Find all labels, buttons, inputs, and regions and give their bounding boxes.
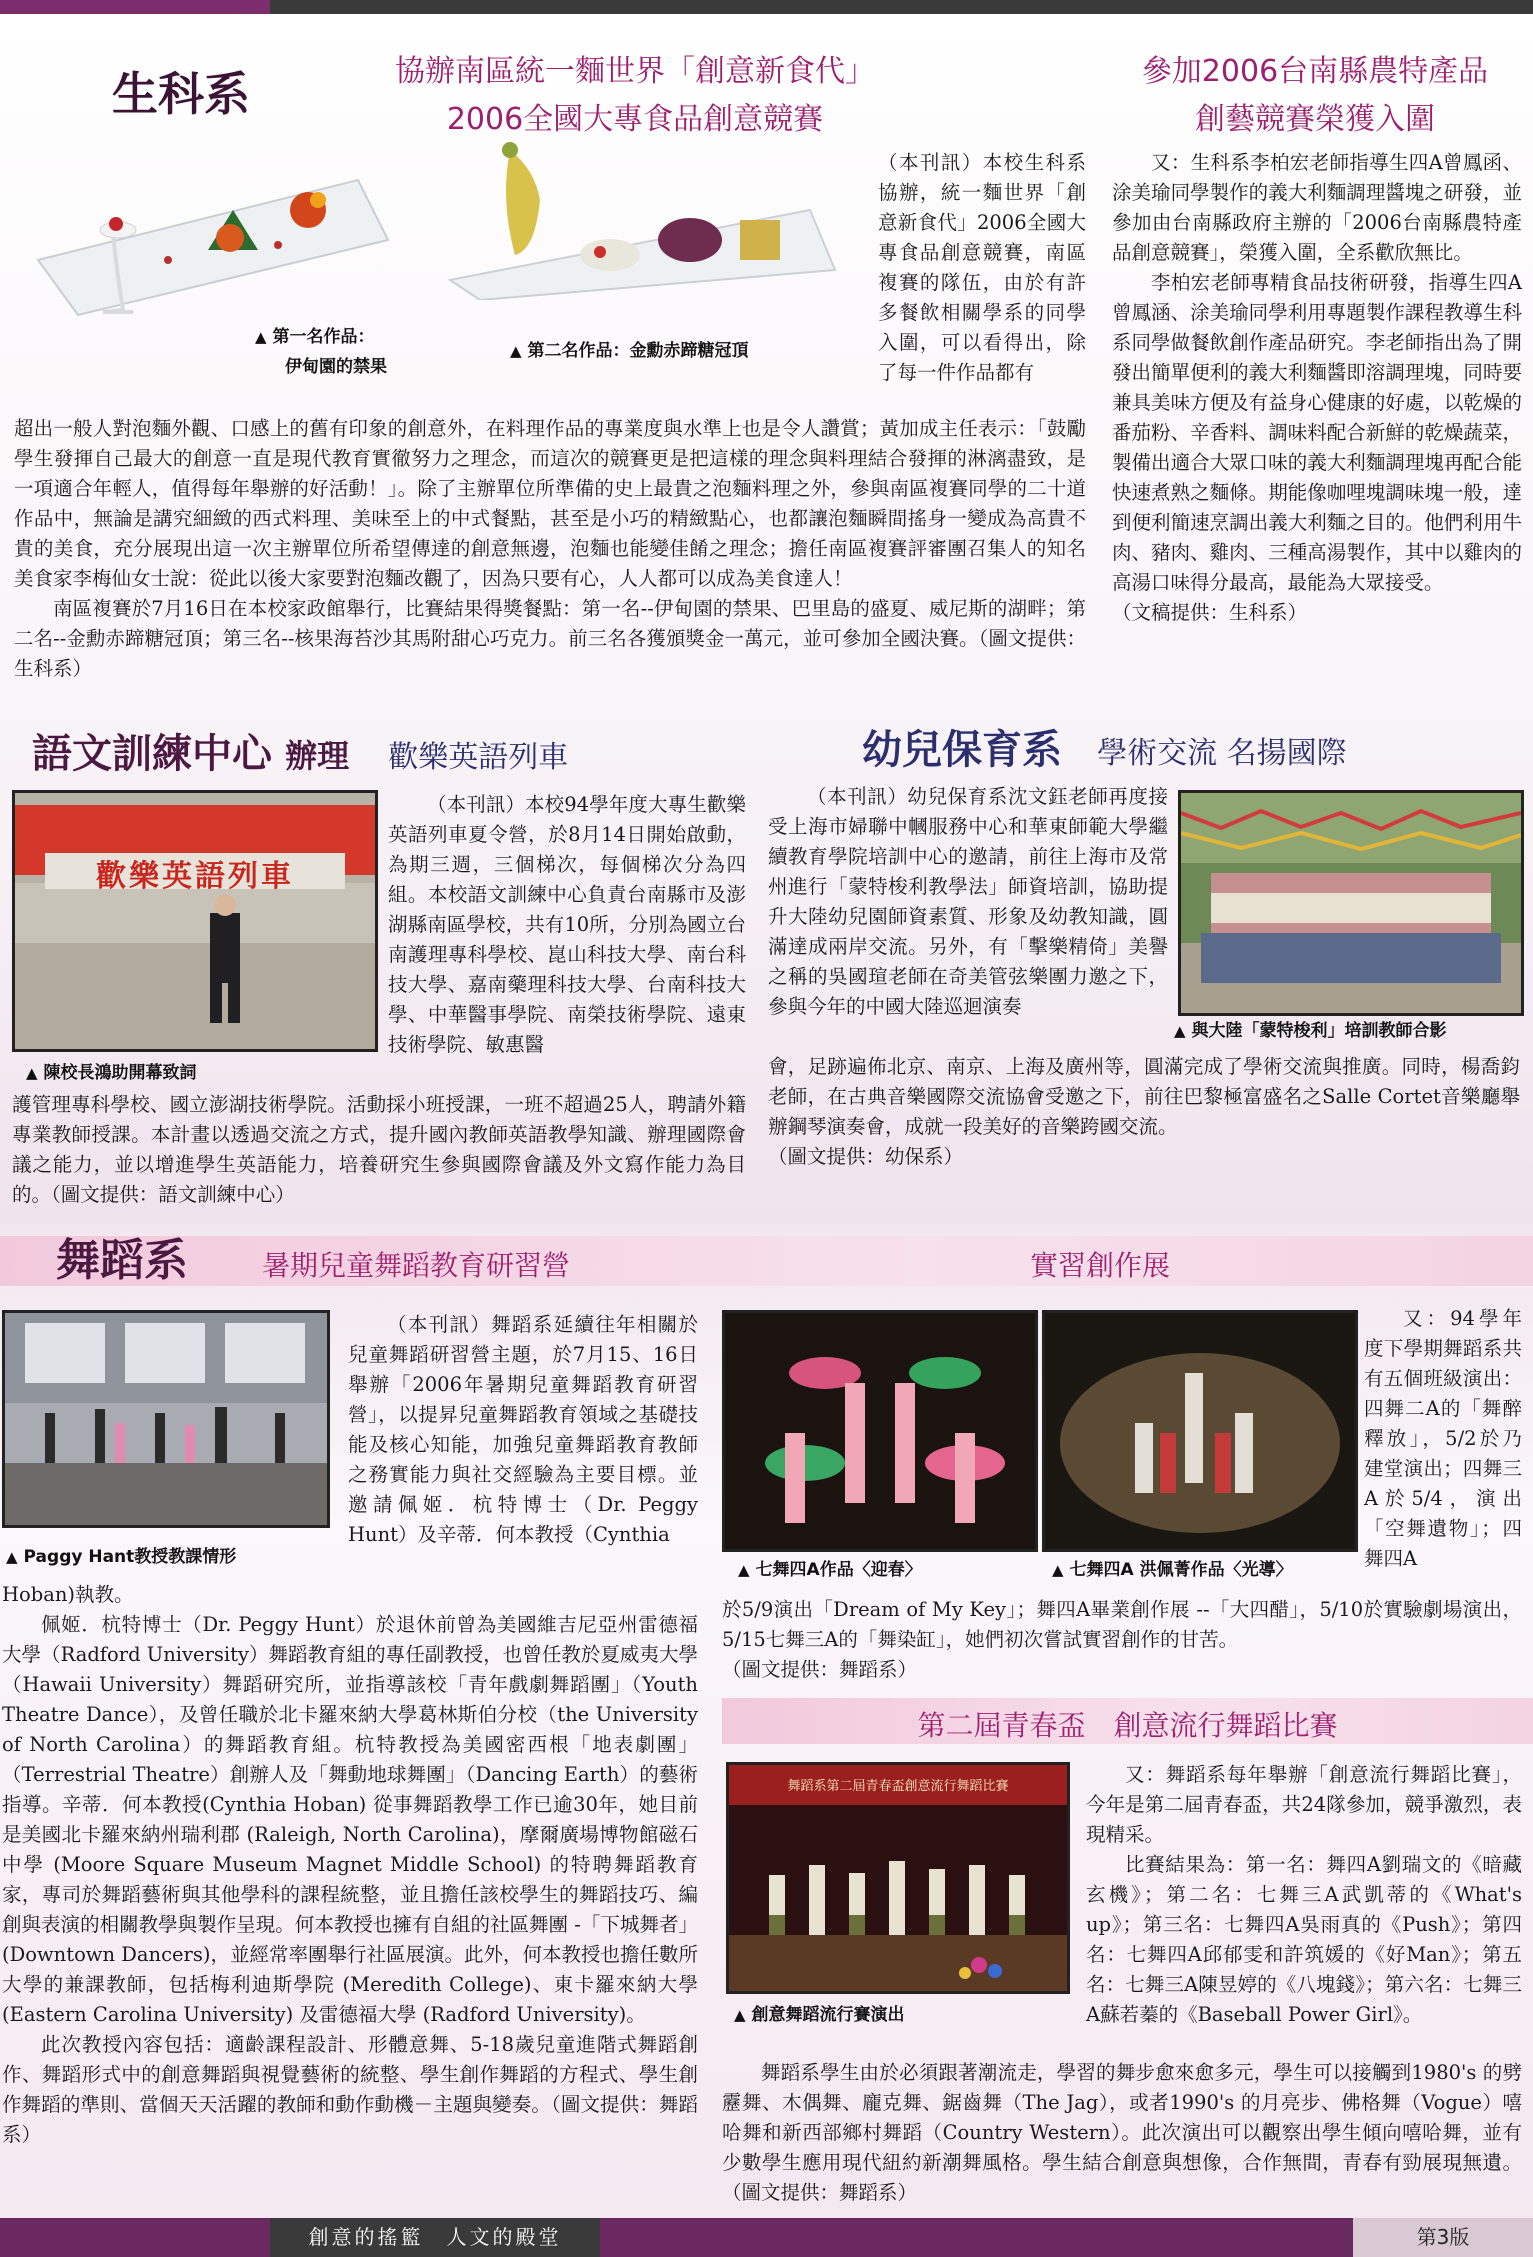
dessert-caption-1	[255, 322, 375, 347]
practicum-column-text	[1364, 1304, 1522, 1574]
dance-article	[2, 1580, 698, 2150]
child-dept-title: 幼兒保育系	[862, 727, 1062, 773]
cup-photo-caption	[734, 2000, 905, 2025]
cup-column-text	[1086, 1760, 1522, 2030]
dance-dept-title: 舞蹈系	[56, 1235, 188, 1286]
dessert-photo-2	[440, 140, 840, 300]
child-photo-caption	[1174, 1016, 1447, 1041]
dance-light-photo	[1042, 1310, 1358, 1552]
lang-heading	[32, 722, 568, 779]
biology-column-paragraph: （本刊訊）本校生科系協辦，統一麵世界「創意新食代」2006全國大專食品創意競賽，南區複賽的隊伍，由於有許多餐飲相關學系的同學入圍，可以看得出，除了每一件作品都有	[878, 151, 1086, 384]
caption-text: 七舞四A作品〈迎春〉	[755, 1560, 922, 1580]
lang-subtitle: 歡樂英語列車	[388, 740, 569, 775]
dance-light-caption	[1052, 1555, 1293, 1580]
biology-column-text	[878, 148, 1086, 388]
dessert-photo-1	[18, 140, 398, 320]
cup-title: 第二屆青春盃 創意流行舞蹈比賽	[917, 1709, 1338, 1742]
dance-fan-photo	[722, 1310, 1038, 1552]
practicum-paragraph: 於5/9演出「Dream of My Key」；舞四A畢業創作展 --「大四醋」，5/10於實驗劇場演出，5/15七舞三A的「舞染缸」，她們初次嘗試實習創作的甘苦。	[722, 1598, 1522, 1651]
caption-text: 陳校長鴻助開幕致詞	[43, 1063, 197, 1083]
dance-class-caption	[6, 1542, 236, 1567]
lang-paragraph: 護管理專科學校、國立澎湖技術學院。活動採小班授課，一班不超過25人，聘請外籍專業教師授課。本計畫以透過交流之方式，提升國內教師英語教學知識、辦理國際會議之能力，並以增進學生英語能力，培養研究生參與國際會議及外文寫作能力為目的。（圖文提供：語文訓練中心）	[12, 1093, 746, 1206]
agri-headline-1: 參加2006台南縣農特產品	[1141, 54, 1489, 89]
lang-photo-caption	[26, 1058, 197, 1083]
dance-fan-caption	[738, 1555, 922, 1580]
cup-article	[722, 2058, 1522, 2208]
caption-text: 第一名作品：	[272, 327, 375, 347]
caption-text: Paggy Hant教授教課情形	[23, 1547, 237, 1567]
dance-paragraph-2: 此次教授內容包括：適齡課程設計、形體意舞、5-18歲兒童進階式舞蹈創作、舞蹈形式中的創意舞蹈與視覺藝術的統整、學生創作舞蹈的方程式、學生創作舞蹈的準則、當個天天活躍的教師和動作動機－主題與變奏。（圖文提供：舞蹈系）	[2, 2033, 698, 2146]
triangle-marker: ▲	[1052, 1561, 1064, 1579]
cup-performance-photo	[726, 1762, 1070, 1994]
lang-column-text	[388, 790, 746, 1060]
dance-header-bar	[0, 1236, 1533, 1286]
lang-opening-photo	[12, 790, 378, 1052]
cup-banner-text: 舞蹈系第二屆青春盃創意流行舞蹈比賽	[787, 1779, 1009, 1794]
triangle-marker: ▲	[510, 342, 522, 360]
agri-credit: （文稿提供：生科系）	[1112, 601, 1308, 624]
child-paragraph: 會，足跡遍佈北京、南京、上海及廣州等，圓滿完成了學術交流與推廣。同時，楊喬鈞老師，在古典音樂國際交流協會受邀之下，前往巴黎極富盛名之Salle Cortet音樂廳舉辦鋼琴演奏會，成就一段美好的音樂跨國交流。	[768, 1055, 1520, 1138]
dance-class-photo	[2, 1310, 330, 1528]
lang-verb: 辦理	[285, 737, 350, 775]
biology-paragraph-2: 南區複賽於7月16日在本校家政館舉行，比賽結果得獎餐點：第一名--伊甸園的禁果、巴里島的盛夏、威尼斯的湖畔；第二名--金勳赤蹄糖冠頂；第三名--核果海苔沙其馬附甜心巧克力。前三名各獲頒獎金一萬元，並可參加全國決賽。（圖文提供：生科系）	[14, 597, 1086, 680]
practicum-column-paragraph: 又：94學年度下學期舞蹈系共有五個班級演出：四舞二A的「舞醉釋放」，5/2於乃建堂演出；四舞三A於5/4，演出「空舞遺物」；四舞四A	[1364, 1307, 1522, 1570]
triangle-marker: ▲	[26, 1064, 38, 1082]
footer-motto: 創意的搖籃 人文的殿堂	[270, 2218, 600, 2257]
cup-paragraph-1: 又：舞蹈系每年舉辦「創意流行舞蹈比賽」，今年是第二屆青春盃，共24隊參加，競爭激烈，表現精采。	[1086, 1763, 1522, 1846]
caption-text: 創意舞蹈流行賽演出	[751, 2005, 905, 2025]
agri-article	[1112, 148, 1522, 628]
triangle-marker: ▲	[738, 1561, 750, 1579]
top-bar-accent	[0, 0, 270, 14]
practicum-credit: （圖文提供：舞蹈系）	[722, 1658, 918, 1681]
cup-paragraph-2: 比賽結果為：第一名：舞四A劉瑞文的《暗藏玄機》；第二名：七舞三A武凱蒂的《What's up》；第三名：七舞四A吳雨真的《Push》；第四名：七舞四A邱郁雯和許筑媛的《好Man》；第五名：七舞三A陳昱婷的《八塊錢》；第六名：七舞三A蘇若蓁的《Baseball Power Girl》。	[1086, 1853, 1522, 2026]
triangle-marker: ▲	[255, 328, 267, 346]
dessert-caption-2	[510, 336, 749, 361]
dance-subtitle-1: 暑期兒童舞蹈教育研習營	[262, 1249, 571, 1282]
triangle-marker: ▲	[6, 1548, 18, 1566]
practicum-article	[722, 1595, 1522, 1685]
footer-page-number: 第3版	[1353, 2218, 1533, 2257]
top-bar	[0, 0, 1533, 14]
biology-article	[14, 414, 1086, 684]
dance-paragraph-0: Hoban)執教。	[2, 1583, 134, 1606]
caption-text: 與大陸「蒙特梭利」培訓教師合影	[1191, 1021, 1447, 1041]
child-heading	[862, 718, 1347, 775]
caption-text: 第二名作品：金勳赤蹄糖冠頂	[527, 341, 749, 361]
child-column-text	[768, 782, 1168, 1022]
lang-column-paragraph: （本刊訊）本校94學年度大專生歡樂英語列車夏令營，於8月14日開始啟動，為期三週，三個梯次，每個梯次分為四組。本校語文訓練中心負責台南縣市及澎湖縣南區學校，共有10所，分別為國立台南護理專科學校、崑山科技大學、南台科技大學、嘉南藥理科技大學、台南科技大學、中華醫事學院、南榮技術學院、遠東技術學院、敏惠醫	[388, 793, 746, 1056]
lang-article	[12, 1090, 746, 1210]
dance-paragraph-1: 佩姬．杭特博士（Dr. Peggy Hunt）於退休前曾為美國維吉尼亞州雷德福大學（Radford University）舞蹈教育組的專任副教授，也曾任教於夏威夷大學（Hawaii University）舞蹈研究所，並指導該校「青年戲劇舞蹈團」（Youth Theatre Dance），及曾任職於北卡羅來納大學葛林斯伯分校（the University of North Carolina）的舞蹈教育組。杭特教授為美國密西根「地表劇團」（Terrestrial Theatre）創辦人及「舞動地球舞團」（Dancing Earth）的藝術指導。辛蒂．何本教授(Cynthia Hoban) 從事舞蹈教學工作已逾30年，她目前是美國北卡羅來納州瑞利郡 (Raleigh, North Carolina)，摩爾廣場博物館磁石中學 (Moore Square Museum Magnet Middle School) 的特聘舞蹈教育家，專司於舞蹈藝術與其他學科的課程統整，並且擔任該校學生的舞蹈技巧、編創與表演的相關教學與製作呈現。何本教授也擁有自組的社區舞團 -「下城舞者」(Downtown Dancers)，並經常率團舉行社區展演。此外，何本教授也擔任數所大學的兼課教師，包括梅利迪斯學院 (Meredith College)、東卡羅來納大學 (Eastern Carolina University) 及雷德福大學 (Radford University)。	[2, 1613, 698, 2026]
dance-column-text	[348, 1310, 698, 1550]
child-subtitle: 學術交流 名揚國際	[1097, 736, 1347, 771]
child-article	[768, 1052, 1520, 1172]
lang-banner-text: 歡樂英語列車	[96, 859, 294, 894]
dance-subtitle-2: 實習創作展	[1029, 1249, 1170, 1282]
biology-headline-2: 2006全國大專食品創意競賽	[446, 102, 824, 137]
agri-headline-2: 創藝競賽榮獲入圍	[1195, 102, 1435, 137]
footer-bar	[0, 2218, 1533, 2257]
triangle-marker: ▲	[734, 2006, 746, 2024]
child-group-photo	[1178, 790, 1524, 1016]
child-column-paragraph: （本刊訊）幼兒保育系沈文鈺老師再度接受上海市婦聯中幗服務中心和華東師範大學繼續教育學院培訓中心的邀請，前往上海市及常州進行「蒙特梭利教學法」師資培訓，協助提升大陸幼兒園師資素質、形象及幼教知識，圓滿達成兩岸交流。另外，有「擊樂精倚」美譽之稱的吳國瑄老師在奇美管弦樂團力邀之下，參與今年的中國大陸巡迴演奏	[768, 785, 1168, 1018]
agri-paragraph-1: 又：生科系李柏宏老師指導生四A曾鳳函、涂美瑜同學製作的義大利麵調理醬塊之研發，並參加由台南縣政府主辦的「2006台南縣農特產品創意競賽」，榮獲入圍，全系歡欣無比。	[1112, 151, 1522, 264]
biology-headline-1: 協辦南區統一麵世界「創意新食代」	[395, 54, 875, 89]
child-credit: （圖文提供：幼保系）	[768, 1145, 964, 1168]
lang-dept-title: 語文訓練中心	[32, 731, 272, 777]
agri-paragraph-2: 李柏宏老師專精食品技術研發，指導生四A曾鳳涵、涂美瑜同學利用專題製作課程教導生科系同學做餐飲創作產品研究。李老師指出為了開發出簡單便利的義大利麵醬即溶調理塊，同時要兼具美味方便及有益身心健康的好處，以乾燥的番茄粉、辛香料、調味料配合新鮮的乾燥蔬菜，製備出適合大眾口味的義大利麵調理塊再配合能快速煮熟之麵條。期能像咖哩塊調味塊一般，達到便利簡速烹調出義大利麵之目的。他們利用牛肉、豬肉、雞肉、三種高湯製作，其中以雞肉的高湯口味得分最高，最能為大眾接受。	[1112, 271, 1522, 594]
triangle-marker: ▲	[1174, 1022, 1186, 1040]
cup-paragraph-3: 舞蹈系學生由於必須跟著潮流走，學習的舞步愈來愈多元，學生可以接觸到1980's 的劈靂舞、木偶舞、龐克舞、鋸齒舞（The Jag），或者1990's 的月亮步、佛格舞（Vogue）嘻哈舞和新西部鄉村舞蹈（Country Western）。此次演出可以觀察出學生傾向嘻哈舞，並有少數學生應用現代紐約新潮舞風格。學生結合創意與想像，合作無間，青春有勁展現無遺。（圖文提供：舞蹈系）	[722, 2061, 1522, 2204]
dessert-caption-1b: 伊甸園的禁果	[285, 357, 387, 377]
biology-dept-title: 生科系	[112, 67, 250, 121]
dance-column-paragraph: （本刊訊）舞蹈系延續往年相關於兒童舞蹈研習營主題，於7月15、16日舉辦「2006年暑期兒童舞蹈教育研習營」，以提昇兒童舞蹈教育領域之基礎技能及核心知能，加強兒童舞蹈教育教師之務實能力與社交經驗為主要目標。並邀請佩姬．杭特博士（Dr. Peggy Hunt）及辛蒂．何本教授（Cynthia	[348, 1313, 698, 1546]
caption-text: 七舞四A 洪佩菁作品〈光導〉	[1069, 1560, 1293, 1580]
biology-paragraph-1: 超出一般人對泡麵外觀、口感上的舊有印象的創意外，在料理作品的專業度與水準上也是令人讚賞；黃加成主任表示：「鼓勵學生發揮自己最大的創意一直是現代教育實徹努力之理念，而這次的競賽更是把這樣的理念與料理結合發揮的淋漓盡致，是一項適合年輕人，值得每年舉辦的好活動！」。除了主辦單位所準備的史上最貴之泡麵料理之外，參與南區複賽同學的二十道作品中，無論是講究細緻的西式料理、美味至上的中式餐點，甚至是小巧的精緻點心，也都讓泡麵瞬間搖身一變成為高貴不貴的美食，充分展現出這一次主辦單位所希望傳達的創意無邊，泡麵也能變佳餚之理念；擔任南區複賽評審團召集人的知名美食家李梅仙女士說：從此以後大家要對泡麵改觀了，因為只要有心，人人都可以成為美食達人！	[14, 417, 1086, 590]
